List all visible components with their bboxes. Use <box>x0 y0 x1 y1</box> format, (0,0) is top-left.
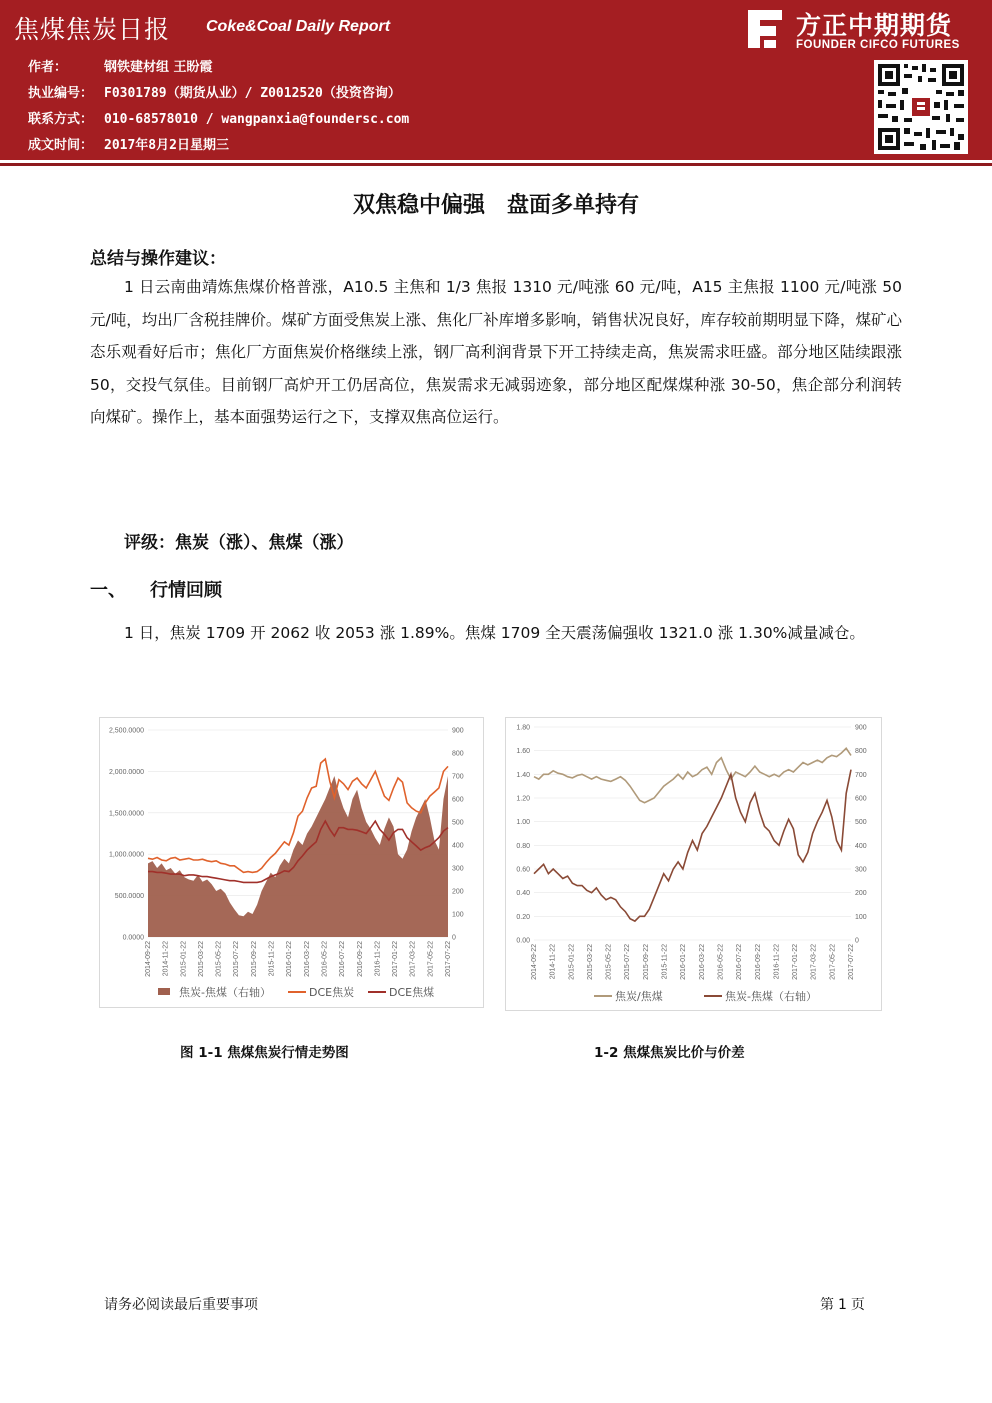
author-value: 钢铁建材组 王盼霞 <box>104 60 213 75</box>
summary-heading: 总结与操作建议： <box>90 249 226 269</box>
license-value: F0301789（期货从业）/ Z0012520（投资咨询） <box>104 86 401 101</box>
left-axis-tick-label: 2,000.0000 <box>108 768 144 776</box>
x-axis-tick-label: 2016-03-22 <box>698 944 706 980</box>
x-axis-tick-label: 2015-07-22 <box>624 944 632 980</box>
x-axis-tick-label: 2015-05-22 <box>605 944 613 980</box>
left-axis-tick-label: 1.80 <box>516 724 530 732</box>
series-line <box>534 748 851 802</box>
date-label: 成文时间： <box>28 138 94 153</box>
contact-label: 联系方式： <box>28 112 94 127</box>
left-axis-tick-label: 0.00 <box>516 937 530 945</box>
right-axis-tick-label: 700 <box>452 773 464 781</box>
author-line <box>28 56 213 75</box>
left-axis-tick-label: 2,500.0000 <box>108 727 144 735</box>
x-axis-tick-label: 2017-01-22 <box>392 941 400 977</box>
section-1-number: 一、 <box>90 580 126 601</box>
x-axis-tick-label: 2016-05-22 <box>717 944 725 980</box>
page-num: 1 <box>838 1297 847 1313</box>
x-axis-tick-label: 2015-03-22 <box>197 941 205 977</box>
header-divider <box>0 163 992 166</box>
legend-label: 焦炭/焦煤 <box>615 990 663 1003</box>
date-value: 2017年8月2日星期三 <box>104 138 229 153</box>
logo-text-en: FOUNDER CIFCO FUTURES <box>796 39 960 51</box>
contact-line <box>28 108 409 127</box>
right-axis-tick-label: 100 <box>855 913 867 921</box>
left-axis-tick-label: 0.20 <box>516 913 530 921</box>
x-axis-tick-label: 2015-07-22 <box>233 941 241 977</box>
left-axis-tick-label: 500.0000 <box>114 893 144 901</box>
legend-label: DCE焦炭 <box>309 986 355 999</box>
right-axis-tick-label: 600 <box>452 796 464 804</box>
right-axis-tick-label: 400 <box>855 842 867 850</box>
license-line <box>28 82 401 101</box>
report-header <box>0 0 992 160</box>
chart-2-frame <box>505 717 882 1011</box>
right-axis-tick-label: 300 <box>452 865 464 873</box>
page-suffix: 页 <box>850 1297 865 1313</box>
qr-code-icon <box>874 60 968 154</box>
left-axis-tick-label: 1,000.0000 <box>108 851 144 859</box>
x-axis-tick-label: 2016-11-22 <box>374 941 382 977</box>
summary-paragraph: 1 日云南曲靖炼焦煤价格普涨，A10.5 主焦和 1/3 焦报 1310 元/吨涨 60 元/吨，A15 主焦报 1100 元/吨涨 50 元/吨，均出厂含税挂牌价。煤矿方面受焦炭上涨、焦化厂补库增多影响，销售状况良好，库存较前期明显下降，煤矿心态乐观看好后市；焦化厂方面焦炭价格继续上涨，钢厂高利润背景下开工持续走高，焦炭需求旺盛。部分地区陆续跟涨 50，交投气氛佳。目前钢厂高炉开工仍居高位，焦炭需求无减弱迹象，部分地区配煤煤种涨 30-50，焦企部分利润转向煤矿。操作上，基本面强势运行之下，支撑双焦高位运行。 <box>90 278 902 426</box>
left-axis-tick-label: 1.40 <box>516 771 530 779</box>
document-title: 双焦稳中偏强 盘面多单持有 <box>352 193 639 218</box>
legend-swatch <box>158 988 170 995</box>
left-axis-tick-label: 1.00 <box>516 819 530 827</box>
x-axis-tick-label: 2014-09-22 <box>145 941 152 977</box>
x-axis-tick-label: 2014-09-22 <box>531 944 538 980</box>
logo-text-cn: 方正中期期货 <box>796 11 953 40</box>
date-line <box>28 134 229 153</box>
x-axis-tick-label: 2016-05-22 <box>321 941 329 977</box>
x-axis-tick-label: 2016-07-22 <box>736 944 744 980</box>
chart-1-caption: 图 1-1 焦煤焦炭行情走势图 <box>180 1045 349 1061</box>
right-axis-tick-label: 800 <box>855 748 867 756</box>
x-axis-tick-label: 2015-01-22 <box>568 944 576 980</box>
right-axis-tick-label: 800 <box>452 750 464 758</box>
rating-line: 评级：焦炭（涨）、焦煤（涨） <box>124 533 354 553</box>
x-axis-tick-label: 2017-05-22 <box>427 941 435 977</box>
right-axis-tick-label: 500 <box>452 819 464 827</box>
section-1-heading <box>90 576 222 602</box>
right-axis-tick-label: 400 <box>452 842 464 850</box>
report-title-cn: 焦煤焦炭日报 <box>14 15 171 44</box>
footer-notice: 请务必阅读最后重要事项 <box>104 1297 258 1313</box>
section-1-title: 行情回顾 <box>150 580 222 601</box>
right-axis-tick-label: 100 <box>452 911 464 919</box>
left-axis-tick-label: 1.20 <box>516 795 530 803</box>
contact-value: 010-68578010 / wangpanxia@foundersc.com <box>104 112 410 127</box>
x-axis-tick-label: 2015-09-22 <box>250 941 258 977</box>
legend-label: 焦炭-焦煤（右轴） <box>725 990 817 1003</box>
series-area <box>148 776 448 937</box>
right-axis-tick-label: 500 <box>855 819 867 827</box>
left-axis-tick-label: 1,500.0000 <box>108 810 144 818</box>
chart-1-price-trend <box>100 718 483 1007</box>
right-axis-tick-label: 200 <box>452 888 464 896</box>
x-axis-tick-label: 2015-11-22 <box>661 944 669 980</box>
x-axis-tick-label: 2016-07-22 <box>339 941 347 977</box>
x-axis-tick-label: 2017-03-22 <box>409 941 417 977</box>
chart-2-caption: 1-2 焦煤焦炭比价与价差 <box>594 1045 745 1061</box>
right-axis-tick-label: 0 <box>855 937 859 945</box>
page-prefix: 第 <box>820 1297 834 1313</box>
company-logo <box>742 6 982 56</box>
x-axis-tick-label: 2017-07-22 <box>848 944 855 980</box>
founder-logo-icon <box>742 6 786 50</box>
left-axis-tick-label: 1.60 <box>516 748 530 756</box>
x-axis-tick-label: 2016-03-22 <box>303 941 311 977</box>
x-axis-tick-label: 2014-11-22 <box>549 944 557 980</box>
x-axis-tick-label: 2015-03-22 <box>586 944 594 980</box>
legend-label: 焦炭-焦煤（右轴） <box>179 986 271 999</box>
left-axis-tick-label: 0.80 <box>516 842 530 850</box>
right-axis-tick-label: 900 <box>452 727 464 735</box>
right-axis-tick-label: 300 <box>855 866 867 874</box>
right-axis-tick-label: 700 <box>855 771 867 779</box>
chart-1-frame <box>99 717 484 1008</box>
chart-2-ratio-spread <box>506 718 881 1010</box>
x-axis-tick-label: 2016-11-22 <box>773 944 781 980</box>
x-axis-tick-label: 2015-11-22 <box>268 941 276 977</box>
author-label: 作者： <box>28 60 68 75</box>
right-axis-tick-label: 0 <box>452 934 456 942</box>
left-axis-tick-label: 0.0000 <box>122 934 144 942</box>
x-axis-tick-label: 2016-01-22 <box>286 941 294 977</box>
x-axis-tick-label: 2014-11-22 <box>162 941 170 977</box>
x-axis-tick-label: 2017-05-22 <box>829 944 837 980</box>
x-axis-tick-label: 2016-09-22 <box>754 944 762 980</box>
x-axis-tick-label: 2017-07-22 <box>445 941 452 977</box>
x-axis-tick-label: 2016-01-22 <box>680 944 688 980</box>
x-axis-tick-label: 2015-09-22 <box>642 944 650 980</box>
x-axis-tick-label: 2016-09-22 <box>356 941 364 977</box>
report-title-en: Coke&Coal Daily Report <box>206 18 391 35</box>
license-label: 执业编号： <box>28 86 94 101</box>
legend-label: DCE焦煤 <box>389 986 435 999</box>
right-axis-tick-label: 200 <box>855 890 867 898</box>
left-axis-tick-label: 0.60 <box>516 866 530 874</box>
x-axis-tick-label: 2015-01-22 <box>180 941 188 977</box>
right-axis-tick-label: 900 <box>855 724 867 732</box>
section-1-paragraph: 1 日，焦炭 1709 开 2062 收 2053 涨 1.89%。焦煤 1709 全天震荡偏强收 1321.0 涨 1.30%减量减仓。 <box>124 624 865 642</box>
page-number <box>818 1294 867 1314</box>
x-axis-tick-label: 2015-05-22 <box>215 941 223 977</box>
x-axis-tick-label: 2017-01-22 <box>792 944 800 980</box>
right-axis-tick-label: 600 <box>855 795 867 803</box>
x-axis-tick-label: 2017-03-22 <box>810 944 818 980</box>
left-axis-tick-label: 0.40 <box>516 890 530 898</box>
